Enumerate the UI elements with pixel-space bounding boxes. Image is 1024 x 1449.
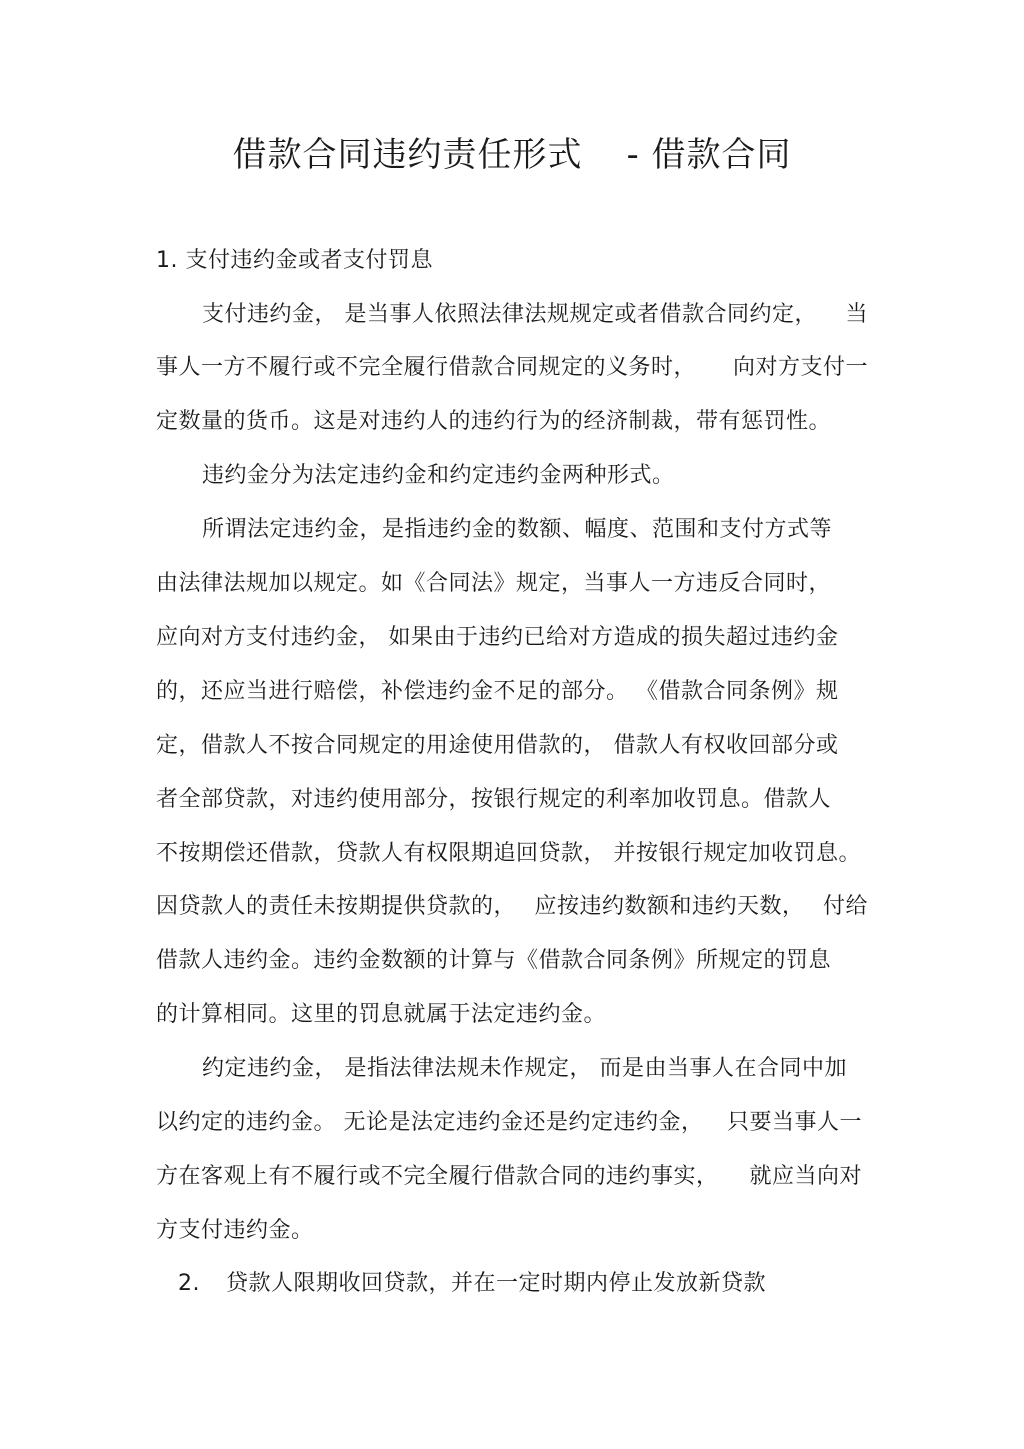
- paragraph-4-line-4: 方支付违约金。: [156, 1218, 314, 1243]
- paragraph-4-line-2: [156, 1106, 862, 1140]
- paragraph-3-line-5: 定，借款人不按合同规定的用途使用借款的， 借款人有权收回部分或: [156, 733, 839, 758]
- paragraph-3-line-9: 借款人违约金。违约金数额的计算与《借款合同条例》所规定的罚息: [156, 948, 832, 973]
- paragraph-3-line-1: 所谓法定违约金，是指违约金的数额、幅度、范围和支付方式等: [202, 517, 833, 542]
- paragraph-3-line-2: 由法律法规加以规定。如《合同法》规定，当事人一方违反合同时，: [156, 571, 832, 596]
- title-sub: - 借款合同: [626, 135, 792, 175]
- section-2-text: 贷款人限期收回贷款，并在一定时期内停止发放新贷款: [226, 1271, 767, 1296]
- text-span: 因贷款人的责任未按期提供贷款的，: [156, 894, 517, 919]
- section-2-number: 2.: [178, 1271, 200, 1296]
- paragraph-3-line-6: 者全部贷款，对违约使用部分，按银行规定的利率加收罚息。借款人: [156, 787, 832, 812]
- paragraph-3-line-8: [156, 890, 868, 924]
- paragraph-3-line-10: 的计算相同。这里的罚息就属于法定违约金。: [156, 1002, 607, 1027]
- text-span: 事人一方不履行或不完全履行借款合同规定的义务时，: [156, 355, 697, 380]
- text-span: 方在客观上有不履行或不完全履行借款合同的违约事实，: [156, 1164, 719, 1189]
- section-2-heading: [178, 1267, 766, 1301]
- text-span: 向对方支付一: [732, 355, 868, 380]
- text-span: 只要当事人一: [726, 1110, 862, 1135]
- paragraph-1-line-3: 定数量的货币。这是对违约人的违约行为的经济制裁，带有惩罚性。: [156, 409, 832, 434]
- paragraph-3-line-4: 的，还应当进行赔偿，补偿违约金不足的部分。 《借款合同条例》规: [156, 679, 839, 704]
- paragraph-3-line-3: 应向对方支付违约金， 如果由于违约已给对方造成的损失超过违约金: [156, 625, 839, 650]
- section-1-heading: 1. 支付违约金或者支付罚息: [156, 248, 433, 273]
- text-span: 当: [845, 302, 868, 327]
- paragraph-3-line-7: 不按期偿还借款，贷款人有权限期追回贷款， 并按银行规定加收罚息。: [156, 841, 861, 866]
- text-span: 支付违约金， 是当事人依照法律法规规定或者借款合同约定，: [202, 302, 817, 327]
- paragraph-2: 违约金分为法定违约金和约定违约金两种形式。: [202, 463, 675, 488]
- paragraph-1-line-1: [202, 298, 868, 332]
- paragraph-1-line-2: [156, 351, 868, 385]
- title-main: 借款合同违约责任形式: [232, 135, 583, 175]
- text-span: 就应当向对: [749, 1164, 862, 1189]
- document-title: [0, 128, 1024, 182]
- text-span: 付给: [822, 894, 868, 919]
- text-span: 应按违约数额和违约天数，: [534, 894, 805, 919]
- paragraph-4-line-3: [156, 1160, 862, 1194]
- paragraph-4-line-1: 约定违约金， 是指法律法规未作规定， 而是由当事人在合同中加: [202, 1056, 847, 1081]
- text-span: 以约定的违约金。 无论是法定违约金还是约定违约金，: [156, 1110, 704, 1135]
